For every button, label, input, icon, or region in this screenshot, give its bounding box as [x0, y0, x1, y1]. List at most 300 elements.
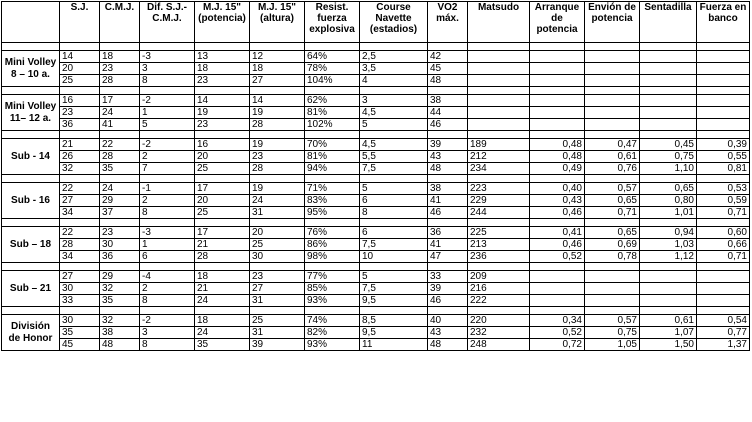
- spacer-cell: [2, 175, 60, 183]
- table-row: [2, 195, 750, 207]
- table-cell: 20: [250, 227, 305, 239]
- table-cell: -3: [140, 51, 195, 63]
- table-cell: 81%: [305, 151, 360, 163]
- table-cell: [468, 63, 530, 75]
- table-cell: 3,5: [360, 63, 428, 75]
- spacer-cell: [697, 43, 750, 51]
- table-cell: 78%: [305, 63, 360, 75]
- spacer-cell: [530, 219, 585, 227]
- spacer-cell: [585, 43, 640, 51]
- table-cell: [640, 51, 697, 63]
- table-row: [2, 271, 750, 283]
- table-cell: 0,57: [585, 183, 640, 195]
- spacer-cell: [428, 219, 468, 227]
- spacer-cell: [640, 87, 697, 95]
- table-cell: 0,57: [585, 315, 640, 327]
- table-cell: [585, 51, 640, 63]
- table-cell: 45: [428, 63, 468, 75]
- table-cell: 64%: [305, 51, 360, 63]
- table-cell: [468, 95, 530, 107]
- table-cell: 19: [250, 139, 305, 151]
- table-cell: 14: [60, 51, 100, 63]
- table-cell: 18: [100, 51, 140, 63]
- spacer-cell: [250, 43, 305, 51]
- header-cell-fuerza-banco: Fuerza en banco: [697, 2, 750, 43]
- spacer-cell: [100, 87, 140, 95]
- table-cell: 18: [250, 63, 305, 75]
- table-cell: 0,75: [640, 151, 697, 163]
- table-cell: 104%: [305, 75, 360, 87]
- table-row: [2, 239, 750, 251]
- spacer-cell: [60, 263, 100, 271]
- table-cell: 30: [60, 283, 100, 295]
- table-cell: 5,5: [360, 151, 428, 163]
- table-cell: [530, 51, 585, 63]
- table-cell: 1,37: [697, 339, 750, 351]
- table-cell: 38: [100, 327, 140, 339]
- header-cell-vo2: VO2 máx.: [428, 2, 468, 43]
- spacer-cell: [640, 43, 697, 51]
- spacer-cell: [60, 43, 100, 51]
- table-row: [2, 327, 750, 339]
- table-cell: 26: [60, 151, 100, 163]
- table-cell: [697, 63, 750, 75]
- table-cell: 0,45: [640, 139, 697, 151]
- table-cell: 41: [428, 239, 468, 251]
- header-cell-cmj: C.M.J.: [100, 2, 140, 43]
- spacer-cell: [428, 307, 468, 315]
- table-cell: 36: [60, 119, 100, 131]
- table-cell: 2: [140, 283, 195, 295]
- table-cell: 16: [195, 139, 250, 151]
- table-cell: 244: [468, 207, 530, 219]
- table-cell: 0,65: [585, 227, 640, 239]
- table-row: [2, 283, 750, 295]
- table-cell: 46: [428, 295, 468, 307]
- table-row: [2, 107, 750, 119]
- spacer-cell: [305, 263, 360, 271]
- table-cell: [530, 283, 585, 295]
- table-cell: 29: [100, 195, 140, 207]
- spacer-cell: [60, 307, 100, 315]
- table-cell: 83%: [305, 195, 360, 207]
- table-cell: [530, 295, 585, 307]
- table-row: [2, 75, 750, 87]
- table-cell: 27: [250, 75, 305, 87]
- table-cell: 31: [250, 327, 305, 339]
- table-cell: 8: [140, 295, 195, 307]
- table-cell: 0,72: [530, 339, 585, 351]
- table-cell: 48: [100, 339, 140, 351]
- table-cell: 39: [428, 139, 468, 151]
- table-cell: -2: [140, 95, 195, 107]
- spacer-cell: [60, 87, 100, 95]
- table-cell: 8: [140, 339, 195, 351]
- spacer-cell: [2, 219, 60, 227]
- table-cell: 36: [100, 251, 140, 263]
- spacer-cell: [428, 43, 468, 51]
- table-cell: 236: [468, 251, 530, 263]
- table-cell: 102%: [305, 119, 360, 131]
- table-cell: [468, 75, 530, 87]
- spacer-cell: [2, 131, 60, 139]
- spacer-cell: [428, 131, 468, 139]
- spacer-cell: [100, 175, 140, 183]
- table-cell: 0,80: [640, 195, 697, 207]
- table-cell: 0,78: [585, 251, 640, 263]
- spacer-cell: [360, 175, 428, 183]
- table-cell: 1,07: [640, 327, 697, 339]
- table-cell: 3: [140, 327, 195, 339]
- table-cell: 42: [428, 51, 468, 63]
- table-cell: 20: [195, 151, 250, 163]
- header-cell-mj-potencia: M.J. 15" (potencia): [195, 2, 250, 43]
- table-cell: 18: [195, 271, 250, 283]
- table-cell: 1: [140, 239, 195, 251]
- spacer-cell: [585, 307, 640, 315]
- table-row: [2, 183, 750, 195]
- table-cell: -2: [140, 315, 195, 327]
- spacer-cell: [100, 219, 140, 227]
- spacer-cell: [140, 131, 195, 139]
- spacer-cell: [640, 219, 697, 227]
- table-cell: 0,59: [697, 195, 750, 207]
- table-cell: [640, 63, 697, 75]
- spacer-cell: [140, 307, 195, 315]
- table-cell: 229: [468, 195, 530, 207]
- spacer-cell: [100, 43, 140, 51]
- table-cell: 20: [60, 63, 100, 75]
- table-cell: 39: [428, 283, 468, 295]
- table-cell: 248: [468, 339, 530, 351]
- spacer-row: [2, 175, 750, 183]
- spacer-cell: [468, 307, 530, 315]
- table-cell: [697, 95, 750, 107]
- table-cell: 27: [60, 195, 100, 207]
- header-cell-resist: Resist. fuerza explosiva: [305, 2, 360, 43]
- spacer-cell: [468, 219, 530, 227]
- spacer-row: [2, 131, 750, 139]
- spacer-cell: [360, 43, 428, 51]
- table-cell: 234: [468, 163, 530, 175]
- table-cell: 1: [140, 107, 195, 119]
- table-cell: 8,5: [360, 315, 428, 327]
- table-cell: 37: [100, 207, 140, 219]
- table-cell: [468, 119, 530, 131]
- spacer-cell: [195, 87, 250, 95]
- table-cell: [530, 271, 585, 283]
- table-cell: 21: [195, 283, 250, 295]
- table-cell: 24: [250, 195, 305, 207]
- spacer-cell: [530, 131, 585, 139]
- table-cell: 0,77: [697, 327, 750, 339]
- spacer-cell: [305, 43, 360, 51]
- table-cell: [468, 107, 530, 119]
- table-cell: 0,94: [640, 227, 697, 239]
- spacer-cell: [60, 175, 100, 183]
- spacer-row: [2, 43, 750, 51]
- spacer-cell: [2, 307, 60, 315]
- group-label: División de Honor: [2, 315, 60, 351]
- spacer-cell: [2, 87, 60, 95]
- table-cell: 21: [195, 239, 250, 251]
- table-cell: 25: [195, 207, 250, 219]
- spacer-cell: [428, 175, 468, 183]
- table-cell: 209: [468, 271, 530, 283]
- spacer-cell: [697, 131, 750, 139]
- spacer-cell: [360, 87, 428, 95]
- table-cell: [697, 119, 750, 131]
- table-cell: 5: [140, 119, 195, 131]
- spacer-cell: [640, 131, 697, 139]
- table-cell: 10: [360, 251, 428, 263]
- table-cell: 0,76: [585, 163, 640, 175]
- spacer-cell: [305, 87, 360, 95]
- table-cell: [530, 95, 585, 107]
- spacer-cell: [640, 263, 697, 271]
- table-cell: 31: [250, 207, 305, 219]
- spacer-cell: [100, 263, 140, 271]
- table-cell: 25: [60, 75, 100, 87]
- table-cell: 94%: [305, 163, 360, 175]
- spacer-cell: [428, 263, 468, 271]
- table-cell: 0,43: [530, 195, 585, 207]
- spacer-cell: [250, 263, 305, 271]
- table-cell: 95%: [305, 207, 360, 219]
- spacer-cell: [250, 131, 305, 139]
- spacer-cell: [530, 263, 585, 271]
- table-cell: 24: [195, 327, 250, 339]
- spacer-cell: [140, 219, 195, 227]
- table-cell: 41: [100, 119, 140, 131]
- spacer-cell: [697, 307, 750, 315]
- table-cell: 43: [428, 327, 468, 339]
- spacer-cell: [468, 43, 530, 51]
- table-cell: 62%: [305, 95, 360, 107]
- table-cell: 0,54: [697, 315, 750, 327]
- spacer-cell: [360, 307, 428, 315]
- spacer-cell: [2, 43, 60, 51]
- table-cell: 22: [100, 139, 140, 151]
- spacer-cell: [585, 219, 640, 227]
- table-cell: [585, 75, 640, 87]
- table-cell: 222: [468, 295, 530, 307]
- table-cell: 34: [60, 251, 100, 263]
- table-cell: [697, 283, 750, 295]
- table-cell: 48: [428, 75, 468, 87]
- group-label: Sub - 16: [2, 183, 60, 219]
- table-cell: -3: [140, 227, 195, 239]
- table-cell: 28: [250, 163, 305, 175]
- table-cell: [640, 283, 697, 295]
- group-label: Sub – 18: [2, 227, 60, 263]
- table-cell: 9,5: [360, 327, 428, 339]
- table-row: [2, 295, 750, 307]
- spacer-cell: [530, 43, 585, 51]
- table-cell: 2,5: [360, 51, 428, 63]
- table-cell: 25: [250, 315, 305, 327]
- table-cell: 33: [60, 295, 100, 307]
- table-cell: 40: [428, 315, 468, 327]
- table-cell: 70%: [305, 139, 360, 151]
- spacer-cell: [100, 131, 140, 139]
- spacer-row: [2, 87, 750, 95]
- table-cell: 13: [195, 51, 250, 63]
- table-cell: [585, 95, 640, 107]
- table-cell: 32: [100, 315, 140, 327]
- spacer-cell: [250, 307, 305, 315]
- table-cell: 6: [140, 251, 195, 263]
- table-cell: 46: [428, 119, 468, 131]
- spacer-cell: [530, 307, 585, 315]
- table-cell: [697, 295, 750, 307]
- table-cell: 6: [360, 227, 428, 239]
- table-cell: 19: [250, 183, 305, 195]
- table-cell: 1,05: [585, 339, 640, 351]
- table-cell: 39: [250, 339, 305, 351]
- spacer-cell: [697, 219, 750, 227]
- table-cell: 93%: [305, 339, 360, 351]
- table-cell: 0,40: [530, 183, 585, 195]
- table-cell: 48: [428, 339, 468, 351]
- table-cell: 7: [140, 163, 195, 175]
- spacer-cell: [140, 87, 195, 95]
- table-cell: 0,47: [585, 139, 640, 151]
- table-cell: 24: [100, 107, 140, 119]
- header-cell-mj-altura: M.J. 15" (altura): [250, 2, 305, 43]
- table-cell: 25: [250, 239, 305, 251]
- table-cell: 0,53: [697, 183, 750, 195]
- table-cell: 76%: [305, 227, 360, 239]
- spacer-cell: [100, 307, 140, 315]
- spacer-cell: [305, 175, 360, 183]
- table-cell: 3: [360, 95, 428, 107]
- table-cell: [640, 95, 697, 107]
- table-cell: 5: [360, 119, 428, 131]
- table-cell: 0,52: [530, 327, 585, 339]
- spacer-cell: [530, 175, 585, 183]
- table-cell: 30: [250, 251, 305, 263]
- header-row: [2, 2, 750, 43]
- table-cell: 4: [360, 75, 428, 87]
- table-cell: 19: [195, 107, 250, 119]
- table-cell: [585, 63, 640, 75]
- table-cell: 85%: [305, 283, 360, 295]
- table-row: [2, 163, 750, 175]
- table-cell: 0,71: [697, 207, 750, 219]
- table-cell: 29: [100, 271, 140, 283]
- table-cell: -2: [140, 139, 195, 151]
- table-cell: [697, 75, 750, 87]
- table-cell: 0,46: [530, 239, 585, 251]
- spacer-cell: [195, 43, 250, 51]
- table-cell: 24: [195, 295, 250, 307]
- table-cell: 1,01: [640, 207, 697, 219]
- table-row: [2, 207, 750, 219]
- table-cell: 0,49: [530, 163, 585, 175]
- spacer-cell: [305, 131, 360, 139]
- spacer-cell: [360, 219, 428, 227]
- table-cell: 35: [100, 295, 140, 307]
- spacer-cell: [195, 175, 250, 183]
- header-cell-dif: Dif. S.J.- C.M.J.: [140, 2, 195, 43]
- table-cell: 24: [100, 183, 140, 195]
- table-cell: 86%: [305, 239, 360, 251]
- table-body: [2, 43, 750, 351]
- table-cell: 0,69: [585, 239, 640, 251]
- table-row: [2, 315, 750, 327]
- table-cell: 38: [428, 183, 468, 195]
- table-cell: 20: [195, 195, 250, 207]
- table-cell: 47: [428, 251, 468, 263]
- table-row: [2, 251, 750, 263]
- spacer-cell: [428, 87, 468, 95]
- table-row: [2, 95, 750, 107]
- table-cell: 6: [360, 195, 428, 207]
- header-cell-arranque: Arranque de potencia: [530, 2, 585, 43]
- spacer-cell: [697, 87, 750, 95]
- table-cell: 23: [195, 119, 250, 131]
- header-cell-sj: S.J.: [60, 2, 100, 43]
- table-cell: 14: [195, 95, 250, 107]
- table-cell: 27: [60, 271, 100, 283]
- table-cell: 22: [60, 183, 100, 195]
- table-cell: 0,55: [697, 151, 750, 163]
- table-row: [2, 139, 750, 151]
- table-cell: 25: [195, 163, 250, 175]
- spacer-cell: [140, 263, 195, 271]
- table-cell: 48: [428, 163, 468, 175]
- table-cell: 45: [60, 339, 100, 351]
- group-label: Sub - 14: [2, 139, 60, 175]
- table-cell: [585, 119, 640, 131]
- table-cell: 0,71: [585, 207, 640, 219]
- table-cell: 0,66: [697, 239, 750, 251]
- table-cell: 31: [250, 295, 305, 307]
- table-cell: 1,03: [640, 239, 697, 251]
- table-cell: 36: [428, 227, 468, 239]
- spacer-cell: [468, 175, 530, 183]
- table-cell: 5: [360, 271, 428, 283]
- fitness-norms-table: [1, 1, 750, 351]
- table-cell: 98%: [305, 251, 360, 263]
- group-label: Mini Volley 8 – 10 a.: [2, 51, 60, 87]
- table-row: [2, 151, 750, 163]
- table-cell: 0,61: [585, 151, 640, 163]
- table-cell: 23: [100, 63, 140, 75]
- table-cell: 14: [250, 95, 305, 107]
- table-row: [2, 51, 750, 63]
- table-cell: 30: [60, 315, 100, 327]
- spacer-cell: [2, 263, 60, 271]
- spacer-cell: [468, 263, 530, 271]
- table-cell: 225: [468, 227, 530, 239]
- spacer-cell: [530, 87, 585, 95]
- table-cell: 0,60: [697, 227, 750, 239]
- table-cell: [697, 107, 750, 119]
- table-cell: 30: [100, 239, 140, 251]
- spacer-cell: [195, 219, 250, 227]
- table-cell: 11: [360, 339, 428, 351]
- table-cell: 27: [250, 283, 305, 295]
- spacer-cell: [250, 219, 305, 227]
- table-cell: 19: [250, 107, 305, 119]
- table-cell: 81%: [305, 107, 360, 119]
- table-cell: 35: [195, 339, 250, 351]
- table-row: [2, 63, 750, 75]
- table-cell: 28: [100, 151, 140, 163]
- table-cell: 232: [468, 327, 530, 339]
